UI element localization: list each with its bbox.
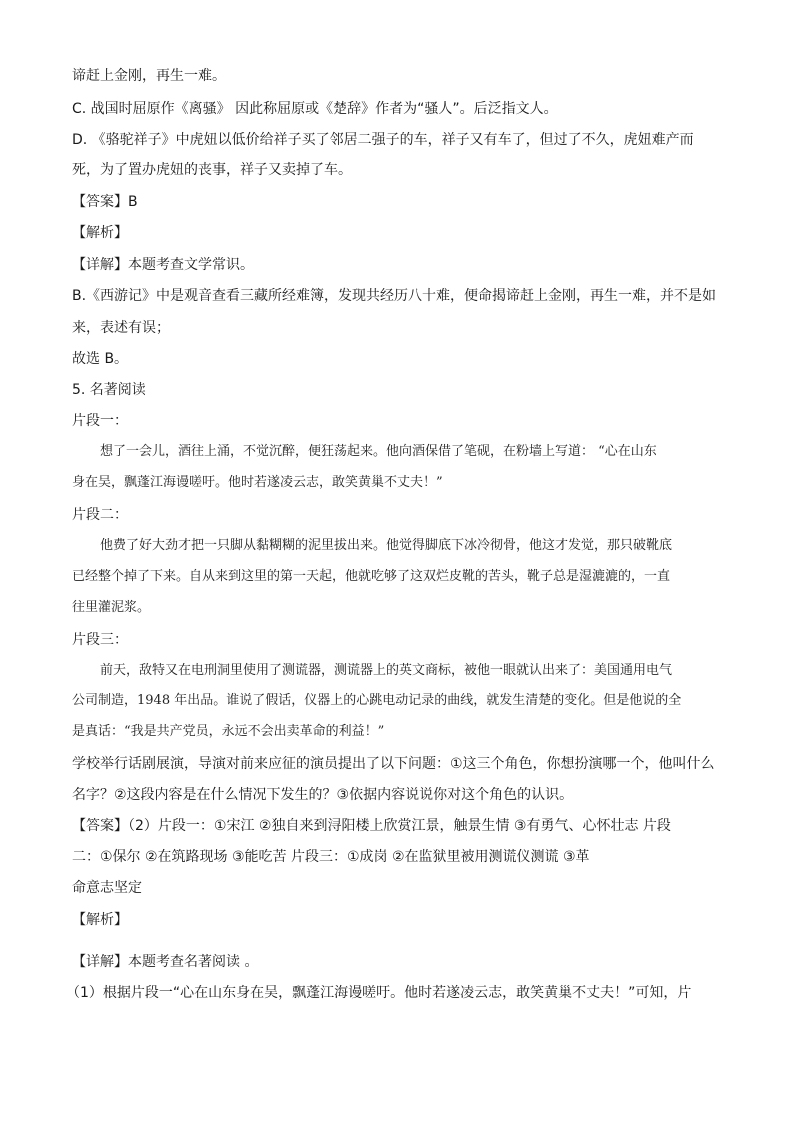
- option-d-line1: D. 《骆驼祥子》中虎妞以低价给祥子买了邻居二强子的车，祥子又有车了，但过了不久，虎妞难产而: [72, 132, 694, 148]
- fragment3-line2: 公司制造，1948 年出品。谁说了假话，仪器上的心跳电动记录的曲线，就发生清楚的变化。但是他说的全: [72, 693, 682, 708]
- option-d-line2: 死，为了置办虎妞的丧事，祥子又卖掉了车。: [72, 162, 352, 178]
- fragment1-line1: 想了一会儿，酒往上涌，不觉沉醉，便狂荡起来。他向酒保借了笔砚，在粉墙上写道： “心在山东: [100, 444, 657, 459]
- fragment1-label: 片段一：: [72, 413, 128, 429]
- option-b-continuation: 谛赶上金刚，再生一难。: [72, 68, 226, 84]
- analysis-label: 【解析】: [72, 225, 128, 241]
- analysis-label-2: 【解析】: [72, 912, 128, 928]
- detail-heading-2: 【详解】本题考查名著阅读 。: [72, 954, 259, 970]
- detail-heading: 【详解】本题考查文学常识。: [72, 257, 254, 273]
- answer-line1: 【答案】（2）片段一：①宋江 ②独自来到浔阳楼上欣赏江景，触景生情 ③有勇气、心怀壮志 片段: [72, 818, 671, 834]
- fragment3-line3: 是真话：“我是共产党员，永远不会出卖革命的利益！”: [72, 724, 385, 739]
- answer-line3: 命意志坚定: [72, 880, 142, 896]
- choose-line: 故选 B。: [72, 351, 129, 367]
- prompt-line1: 学校举行话剧展演，导演对前来应征的演员提出了以下问题：①这三个角色，你想扮演哪一个，他叫什么: [72, 756, 715, 772]
- fragment2-line3: 往里灌泥浆。: [72, 600, 151, 615]
- explanation-line2: 来，表述有误；: [72, 320, 170, 336]
- question-title: 5. 名著阅读: [72, 382, 146, 398]
- fragment2-line2: 已经整个掉了下来。自从来到这里的第一天起，他就吃够了这双烂皮靴的苦头，靴子总是湿漉漉的，一直: [72, 569, 671, 584]
- fragment3-label: 片段三：: [72, 632, 128, 648]
- fragment3-line1: 前天，敌特又在电刑洞里使用了测谎器，测谎器上的英文商标，被他一眼就认出来了：美国通用电气: [100, 663, 673, 678]
- fragment2-line1: 他费了好大劲才把一只脚从黏糊糊的泥里拔出来。他觉得脚底下冰冷彻骨，他这才发觉，那只破靴底: [100, 538, 673, 553]
- answer: 【答案】B: [72, 194, 138, 210]
- explanation-q5-line1: （1）根据片段一“心在山东身在吴，飘蓬江海谩嗟吁。他时若遂凌云志，敢笑黄巢不丈夫！”可知，片: [66, 985, 692, 1001]
- fragment1-line2: 身在吴，飘蓬江海谩嗟吁。他时若遂凌云志，敢笑黄巢不丈夫！”: [72, 475, 443, 490]
- answer-line2: 二：①保尔 ②在筑路现场 ③能吃苦 片段三：①成岗 ②在监狱里被用测谎仪测谎 ③革: [72, 849, 590, 865]
- option-c: C. 战国时屈原作《离骚》 因此称屈原或《楚辞》作者为“骚人”。后泛指文人。: [72, 101, 558, 117]
- explanation-line1: B.《西游记》中是观音查看三藏所经难簿，发现共经历八十难，便命揭谛赶上金刚，再生一难，并不是如: [72, 288, 717, 304]
- prompt-line2: 名字？②这段内容是在什么情况下发生的？③依据内容说说你对这个角色的认识。: [72, 787, 574, 803]
- fragment2-label: 片段二：: [72, 507, 128, 523]
